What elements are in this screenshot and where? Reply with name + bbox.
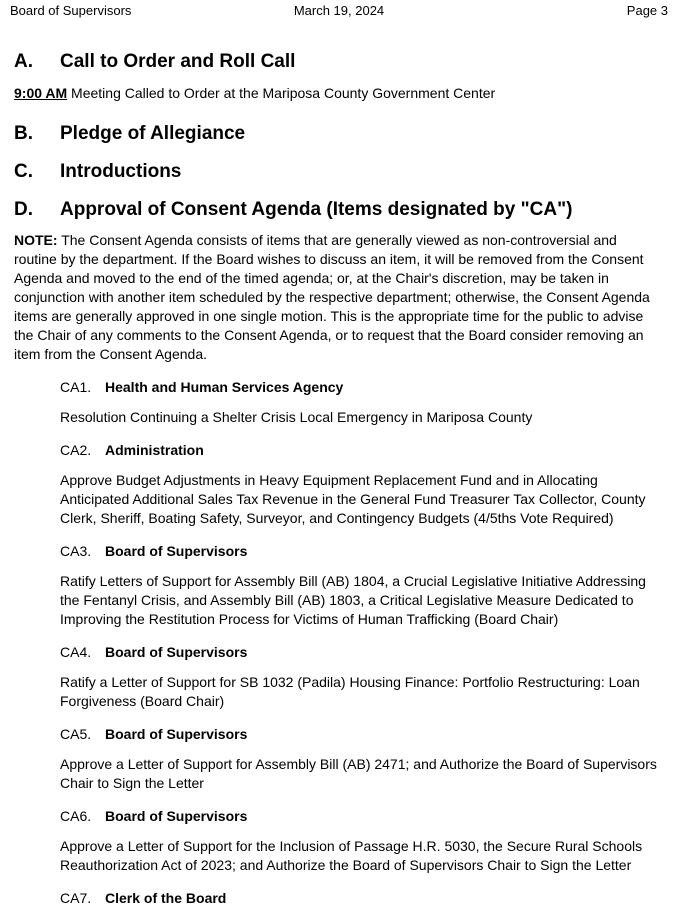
consent-item-number: CA4. xyxy=(60,644,92,660)
section-letter: D. xyxy=(14,199,33,220)
consent-item-department: Administration xyxy=(105,442,204,458)
consent-item-description: Ratify a Letter of Support for SB 1032 (Padila) Housing Finance: Portfolio Restructuring: Loan Forgiveness (Board Chair) xyxy=(60,674,640,709)
section-letter: C. xyxy=(14,161,33,182)
consent-item xyxy=(60,889,659,908)
section-title: Introductions xyxy=(60,161,182,182)
consent-item-number: CA6. xyxy=(60,808,92,824)
consent-item xyxy=(60,807,659,875)
consent-item-description: Ratify Letters of Support for Assembly Bill (AB) 1804, a Crucial Legislative Initiative Addressing the Fentanyl Crisis, and Assembly Bill (AB) 1803, a Critical Legislative Measure Dedicated to Improving the Restitution Process for Victims of Human Trafficking (Board Chair) xyxy=(60,573,646,627)
section-a-heading xyxy=(14,50,659,74)
consent-items-list xyxy=(60,378,659,908)
consent-item-number: CA5. xyxy=(60,726,92,742)
consent-item-description: Approve Budget Adjustments in Heavy Equipment Replacement Fund and in Allocating Anticipated Additional Sales Tax Revenue in the General Fund Treasurer Tax Collector, County Clerk, Sheriff, Boating Safety, Surveyor, and Contingency Budgets (4/5ths Vote Required) xyxy=(60,472,646,526)
consent-item-header xyxy=(60,378,659,397)
consent-item-header xyxy=(60,807,659,826)
consent-item-number: CA2. xyxy=(60,442,92,458)
consent-item-description: Approve a Letter of Support for the Inclusion of Passage H.R. 5030, the Secure Rural Schools Reauthorization Act of 2023; and Authorize the Board of Supervisors Chair to Sign the Letter xyxy=(60,838,643,873)
consent-item xyxy=(60,725,659,793)
consent-item-header xyxy=(60,725,659,744)
agenda-content xyxy=(14,50,659,908)
page-header xyxy=(10,2,668,20)
consent-item-department: Board of Supervisors xyxy=(105,543,248,559)
consent-item-number: CA3. xyxy=(60,543,92,559)
section-title: Pledge of Allegiance xyxy=(60,123,246,144)
section-d-heading xyxy=(14,198,659,222)
consent-item-department: Health and Human Services Agency xyxy=(105,379,344,395)
call-to-order-description: Meeting Called to Order at the Mariposa County Government Center xyxy=(67,85,496,101)
call-to-order-time: 9:00 AM xyxy=(14,85,68,101)
note-text: The Consent Agenda consists of items that are generally viewed as non-controversial and routine by the department. If the Board wishes to discuss an item, it will be removed from the Consent Agenda and moved to the end of the timed agenda; or, at the Chair's discretion, may be taken in conjunction with another item scheduled by the respective department; otherwise, the Consent Agenda items are generally approved in one single motion. This is the appropriate time for the public to advise the Chair of any comments to the Consent Agenda, or to request that the Board consider removing an item from the Consent Agenda. xyxy=(14,232,650,362)
consent-item-header xyxy=(60,643,659,662)
header-date: March 19, 2024 xyxy=(293,3,385,18)
consent-item-description: Approve a Letter of Support for Assembly Bill (AB) 2471; and Authorize the Board of Supervisors Chair to Sign the Letter xyxy=(60,756,657,791)
consent-item xyxy=(60,542,659,629)
consent-item xyxy=(60,378,659,427)
section-c-heading xyxy=(14,160,659,184)
consent-item-number: CA1. xyxy=(60,379,92,395)
consent-item-header xyxy=(60,889,659,908)
consent-item-header xyxy=(60,441,659,460)
header-board-name: Board of Supervisors xyxy=(10,3,132,18)
section-letter: B. xyxy=(14,123,33,144)
consent-item-number: CA7. xyxy=(60,890,92,906)
section-b-heading xyxy=(14,122,659,146)
consent-item-department: Board of Supervisors xyxy=(105,726,248,742)
note-label: NOTE: xyxy=(14,232,58,248)
section-title: Call to Order and Roll Call xyxy=(60,51,296,72)
consent-item-description: Resolution Continuing a Shelter Crisis Local Emergency in Mariposa County xyxy=(60,409,533,425)
consent-item-department: Board of Supervisors xyxy=(105,808,248,824)
consent-item-department: Clerk of the Board xyxy=(105,890,227,906)
consent-item-header xyxy=(60,542,659,561)
consent-agenda-note xyxy=(14,231,659,364)
call-to-order-text xyxy=(14,84,659,103)
consent-item-department: Board of Supervisors xyxy=(105,644,248,660)
consent-item xyxy=(60,441,659,528)
header-page-number: Page 3 xyxy=(626,3,668,18)
section-title: Approval of Consent Agenda (Items designated by "CA") xyxy=(60,199,573,220)
section-letter: A. xyxy=(14,51,33,72)
consent-item xyxy=(60,643,659,711)
